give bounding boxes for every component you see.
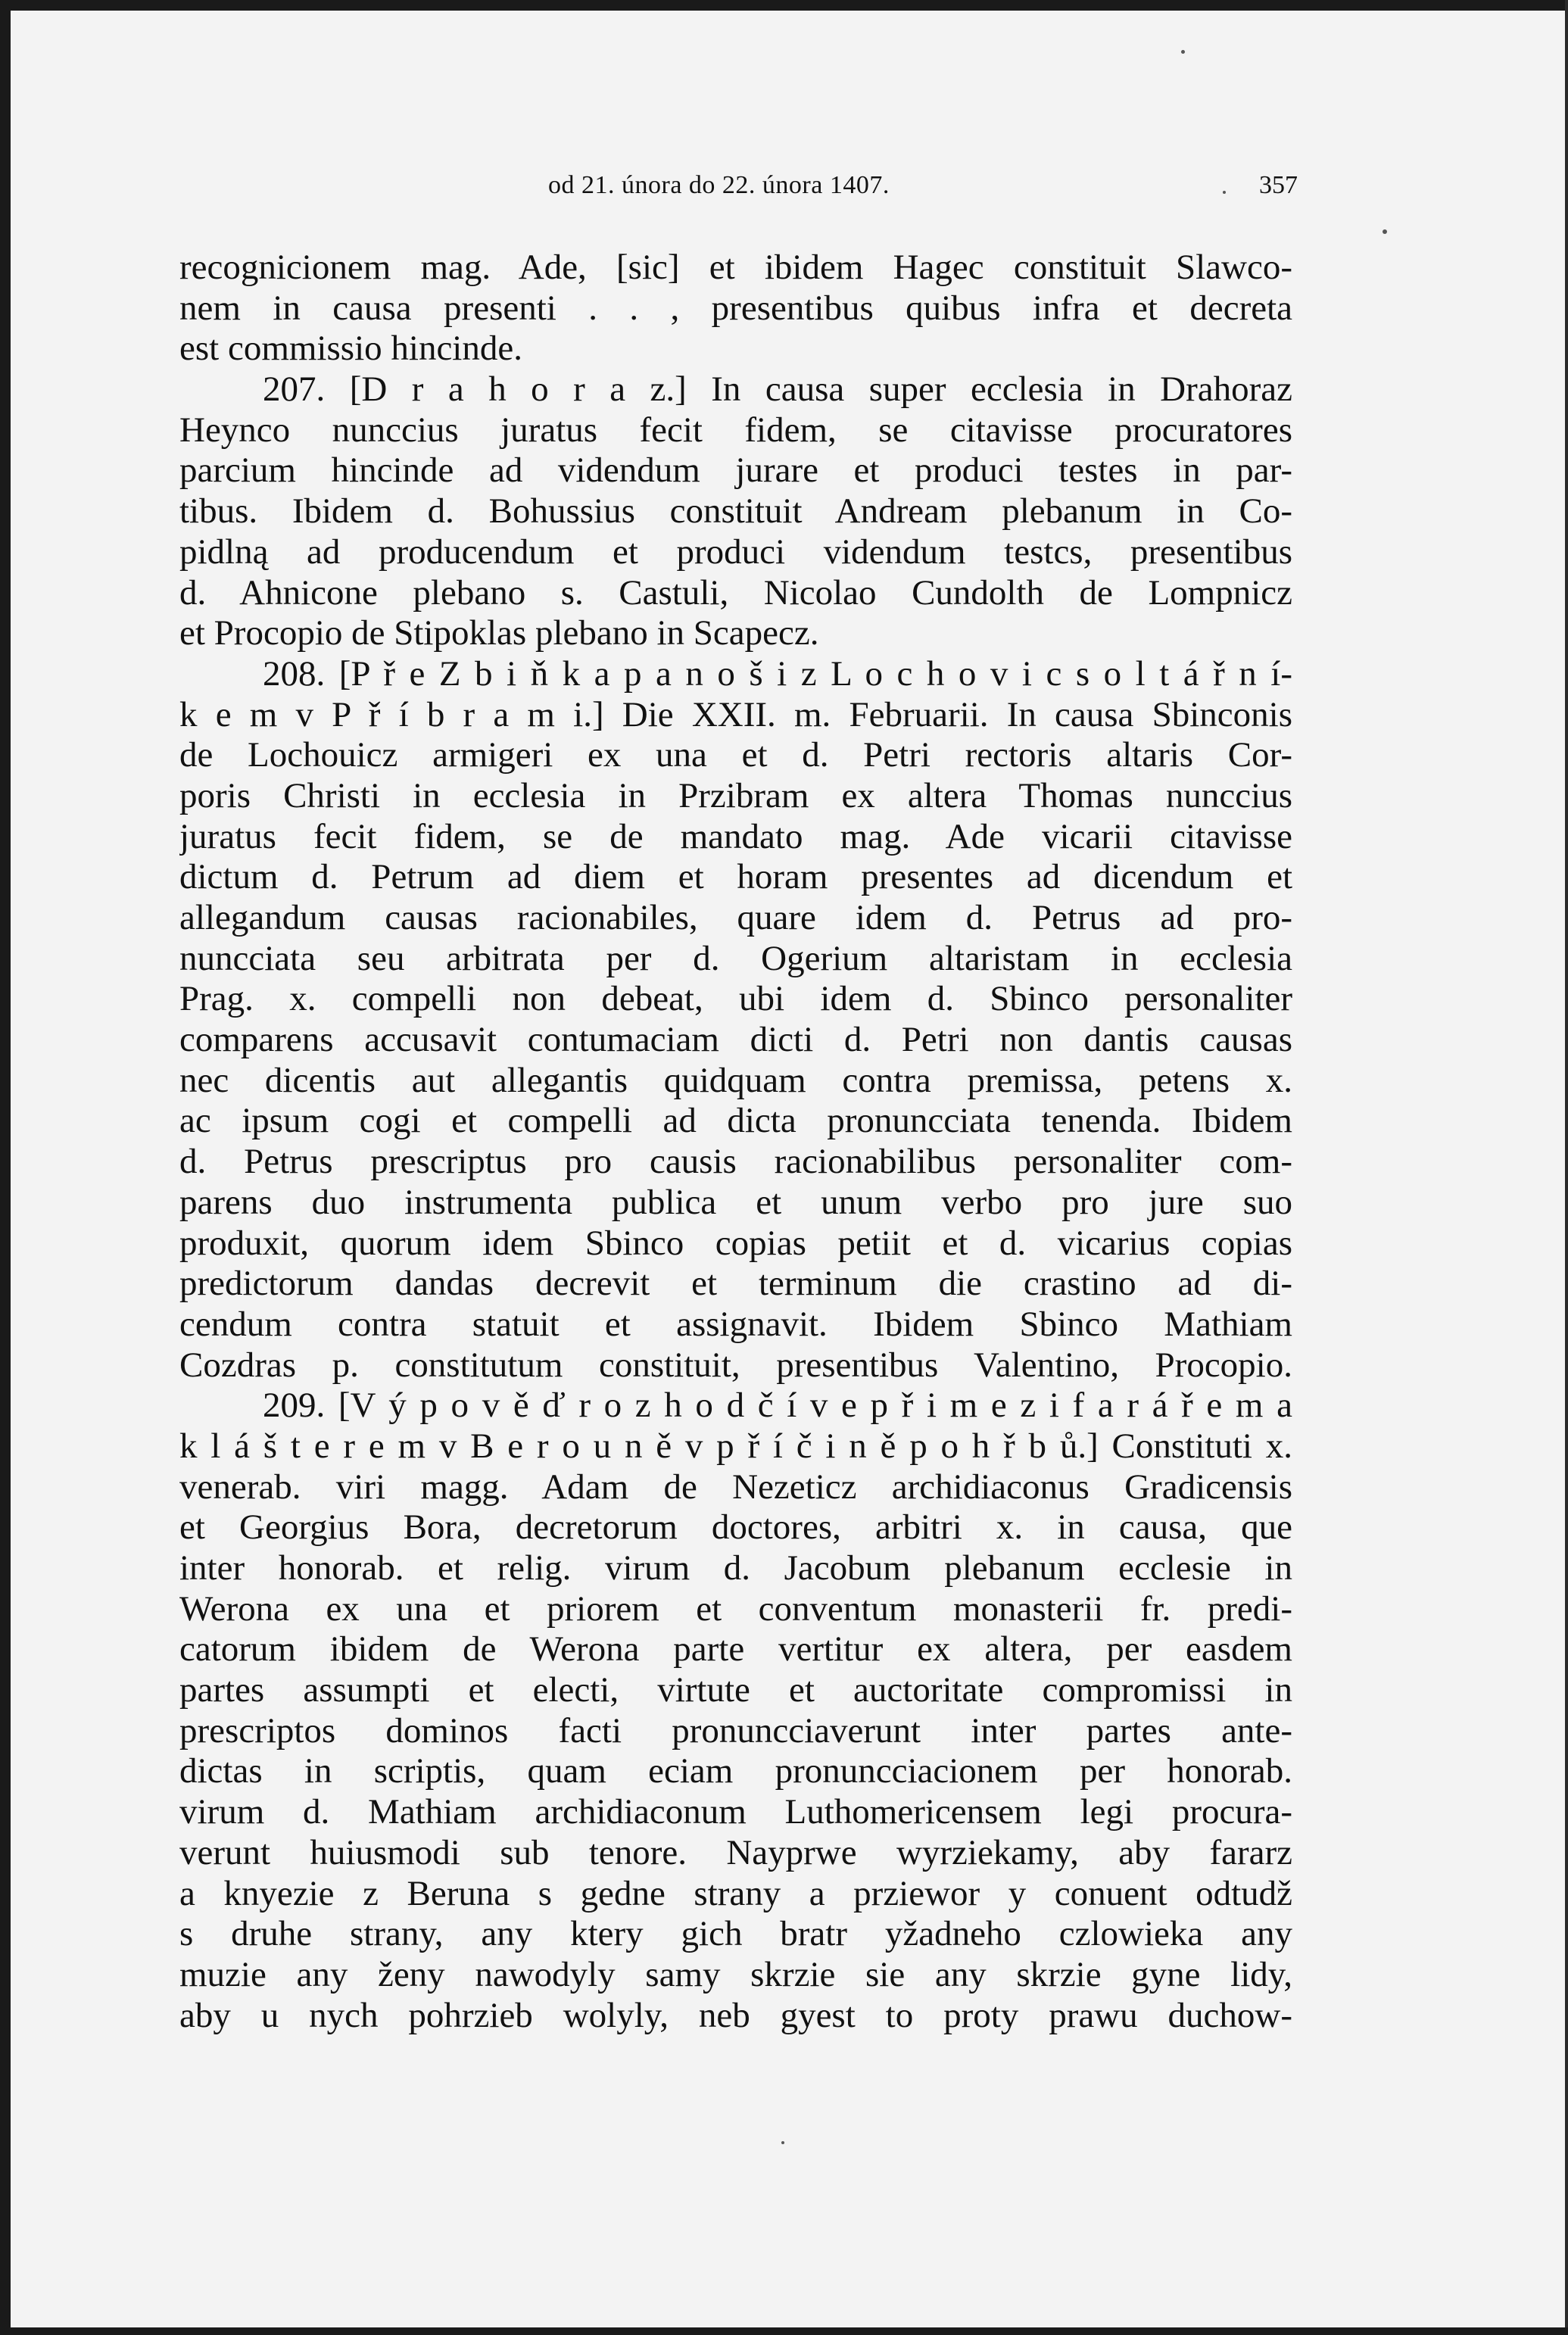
scan-speck: [781, 2141, 784, 2144]
body-text: [179, 248, 1292, 2036]
text-line: s druhe strany, any ktery gich bratr yžadneho czlowieka any: [179, 1914, 1292, 1954]
text-line: k e m v P ř í b r a m i.] Die XXII. m. Februarii. In causa Sbinconis: [179, 694, 1292, 734]
text-line: a knyezie z Beruna s gedne strany a prziewor y conuent odtudž: [179, 1873, 1292, 1913]
text-line: poris Christi in ecclesia in Przibram ex altera Thomas nunccius: [179, 775, 1292, 815]
text-line: prescriptos dominos facti pronuncciaverunt inter partes ante-: [179, 1710, 1292, 1750]
text-line: [D r a h o r a z.] In causa super ecclesia in Drahoraz: [349, 369, 1292, 410]
text-line: predictorum dandas decrevit et terminum die crastino ad di-: [179, 1264, 1292, 1304]
text-line: venerab. viri magg. Adam de Nezeticz archidiaconus Gradicensis: [179, 1467, 1292, 1507]
text-line: aby u nych pohrzieb wolyly, neb gyest to proty prawu duchow-: [179, 1995, 1292, 2035]
text-line: partes assumpti et electi, virtute et auctoritate compromissi in: [179, 1670, 1292, 1710]
scan-speck: [1181, 50, 1185, 54]
text-line: catorum ibidem de Werona parte vertitur ex altera, per easdem: [179, 1629, 1292, 1669]
scan-border-right: [1565, 0, 1568, 2335]
text-line: [V ý p o v ě ď r o z h o d č í v e p ř i m e z i f a r á ř e m a: [338, 1386, 1292, 1426]
text-line: Cozdras p. constitutum constituit, presentibus Valentino, Procopio.: [179, 1345, 1292, 1385]
text-line: verunt huiusmodi sub tenore. Nayprwe wyrziekamy, aby fararz: [179, 1832, 1292, 1872]
text-line: Heynco nunccius juratus fecit fidem, se citavisse procuratores: [179, 410, 1292, 450]
text-line: nem in causa presenti . . , presentibus quibus infra et decreta: [179, 288, 1292, 328]
paragraph-number-207: 207.: [263, 369, 326, 410]
text-line: muzie any ženy nawodyly samy skrzie sie any skrzie gyne lidy,: [179, 1954, 1292, 1994]
text-line: nuncciata seu arbitrata per d. Ogerium altaristam in ecclesia: [179, 938, 1292, 978]
scan-speck: [1383, 229, 1387, 234]
scan-border-left: [0, 0, 11, 2335]
text-line: d. Ahnicone plebano s. Castuli, Nicolao Cundolth de Lompnicz: [179, 572, 1292, 613]
text-line: parcium hincinde ad videndum jurare et produci testes in par-: [179, 450, 1292, 491]
text-line: nec dicentis aut allegantis quidquam contra premissa, petens x.: [179, 1060, 1292, 1100]
text-line: parens duo instrumenta publica et unum verbo pro jure suo: [179, 1182, 1292, 1222]
text-line: virum d. Mathiam archidiaconum Luthomericensem legi procura-: [179, 1792, 1292, 1832]
text-line: d. Petrus prescriptus pro causis racionabilibus personaliter com-: [179, 1142, 1292, 1182]
paragraph-208-start: [179, 654, 1292, 695]
text-line: recognicionem mag. Ade, [sic] et ibidem Hagec constituit Slawco-: [179, 248, 1292, 287]
paragraph-209-start: [179, 1386, 1292, 1426]
text-line: Werona ex una et priorem et conventum monasterii fr. predi-: [179, 1588, 1292, 1629]
text-line: Prag. x. compelli non debeat, ubi idem d. Sbinco personaliter: [179, 979, 1292, 1019]
text-line: allegandum causas racionabiles, quare idem d. Petrus ad pro-: [179, 898, 1292, 937]
running-header: [174, 171, 1298, 201]
scan-border-top: [0, 0, 1568, 11]
text-line: k l á š t e r e m v B e r o u n ě v p ř í č i n ě p o h ř b ů.] Constituti x.: [179, 1426, 1292, 1466]
text-line: dictum d. Petrum ad diem et horam presentes ad dicendum et: [179, 857, 1292, 897]
text-line: cendum contra statuit et assignavit. Ibidem Sbinco Mathiam: [179, 1304, 1292, 1344]
page-number: 357: [1259, 171, 1298, 199]
text-line: dictas in scriptis, quam eciam pronuncciacionem per honorab.: [179, 1751, 1292, 1791]
paragraph-number-208: 208.: [263, 653, 326, 694]
text-line: comparens accusavit contumaciam dicti d. Petri non dantis causas: [179, 1020, 1292, 1060]
text-line: de Lochouicz armigeri ex una et d. Petri rectoris altaris Cor-: [179, 735, 1292, 775]
paragraph-207-start: [179, 369, 1292, 410]
scan-border-bottom: [0, 2327, 1568, 2335]
header-title: od 21. února do 22. února 1407.: [548, 171, 890, 199]
paragraph-number-209: 209.: [263, 1386, 326, 1426]
text-line: et Georgius Bora, decretorum doctores, arbitri x. in causa, que: [179, 1507, 1292, 1548]
text-line: [P ř e Z b i ň k a p a n o š i z L o c h o v i c s o l t á ř n í-: [338, 653, 1292, 694]
text-line: pidlną ad producendum et produci videndum testcs, presentibus: [179, 532, 1292, 572]
text-line: inter honorab. et relig. virum d. Jacobum plebanum ecclesie in: [179, 1548, 1292, 1588]
text-line: et Procopio de Stipoklas plebano in Scapecz.: [179, 613, 819, 653]
text-line: juratus fecit fidem, se de mandato mag. Ade vicarii citavisse: [179, 816, 1292, 856]
text-line: ac ipsum cogi et compelli ad dicta pronuncciata tenenda. Ibidem: [179, 1101, 1292, 1141]
text-line: est commissio hincinde.: [179, 329, 522, 369]
text-line: produxit, quorum idem Sbinco copias petiit et d. vicarius copias: [179, 1223, 1292, 1263]
text-line: tibus. Ibidem d. Bohussius constituit Andream plebanum in Co-: [179, 491, 1292, 532]
